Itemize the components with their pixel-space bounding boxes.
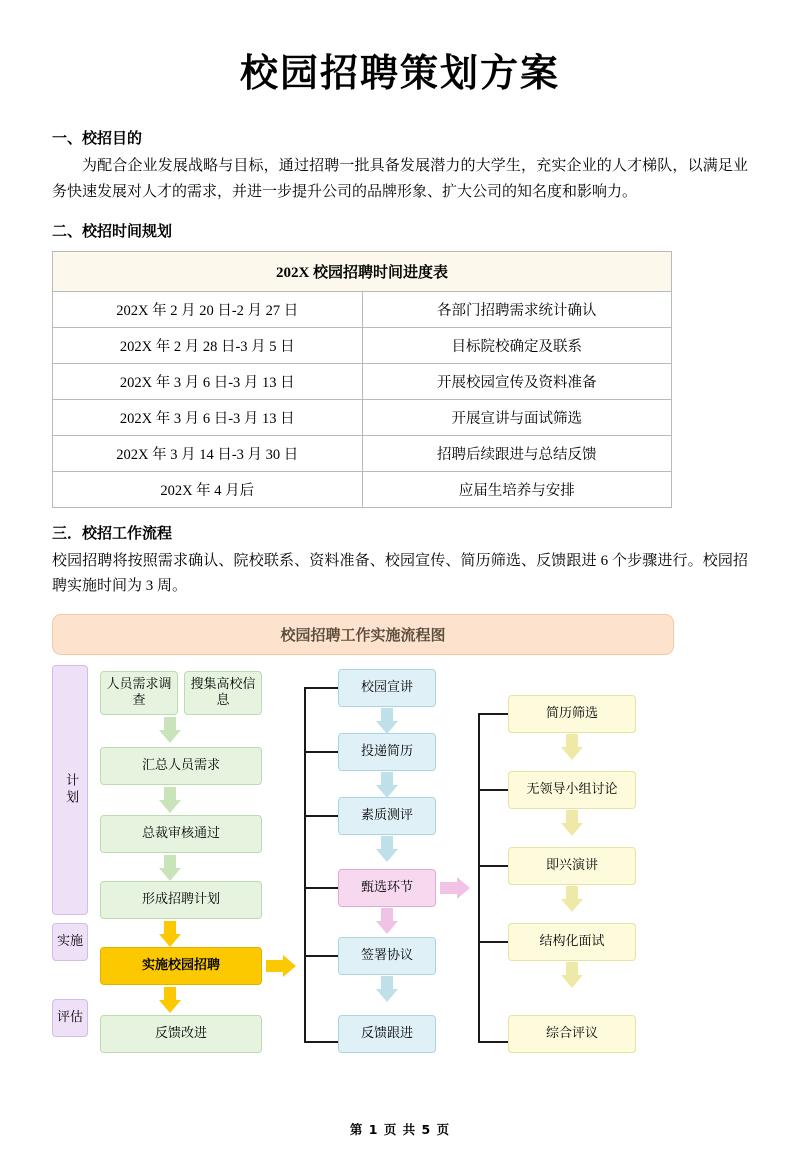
document-page: [0, 42, 800, 1152]
flow-node-selection-stage-label: 甄选环节: [360, 880, 413, 896]
flow-connector-horizontal: [478, 865, 508, 867]
cell-task: 目标院校确定及联系: [362, 327, 672, 363]
flow-node-selection-stage: [338, 869, 436, 907]
flow-arrow-down-icon: [159, 921, 181, 947]
flow-node-summarize-demand: [100, 747, 262, 785]
flow-arrow-down-icon: [159, 987, 181, 1013]
flow-connector-horizontal: [304, 751, 338, 753]
table-row: [53, 291, 672, 327]
flow-arrow-down-icon: [561, 810, 583, 836]
flow-arrow-down-icon: [159, 787, 181, 813]
section-paragraph-purpose: 为配合企业发展战略与目标，通过招聘一批具备发展潜力的大学生，充实企业的人才梯队，以满足业务快速发展对人才的需求，并进一步提升公司的品牌形象、扩大公司的知名度和影响力。: [52, 158, 748, 200]
flow-stage-evaluate: [52, 999, 88, 1037]
flow-connector-horizontal: [478, 713, 508, 715]
flow-node-campus-talk-label: 校园宣讲: [360, 680, 413, 696]
flow-node-campus-talk: [338, 669, 436, 707]
flow-node-ceo-approval-label: 总裁审核通过: [141, 826, 220, 842]
flow-stage-execute: [52, 923, 88, 961]
flow-node-quality-assessment-label: 素质测评: [360, 808, 413, 824]
cell-period: 202X 年 3 月 6 日-3 月 13 日: [53, 363, 363, 399]
flow-connector-horizontal: [478, 1041, 508, 1043]
flow-node-sign-agreement: [338, 937, 436, 975]
flow-node-leaderless-group-discussion: [508, 771, 636, 809]
table-header-row: [53, 251, 672, 291]
flow-connector-horizontal: [304, 955, 338, 957]
flow-connector-horizontal: [304, 687, 338, 689]
cell-task: 开展宣讲与面试筛选: [362, 399, 672, 435]
cell-task: 各部门招聘需求统计确认: [362, 291, 672, 327]
table-caption: 202X 校园招聘时间进度表: [53, 251, 672, 291]
flow-arrow-down-icon: [561, 734, 583, 760]
flow-node-quality-assessment: [338, 797, 436, 835]
flow-connector-vertical: [304, 687, 306, 1043]
flow-node-summarize-demand-label: 汇总人员需求: [141, 758, 220, 774]
flow-node-form-plan-label: 形成招聘计划: [141, 892, 220, 908]
cell-period: 202X 年 4 月后: [53, 471, 363, 507]
table-row: [53, 327, 672, 363]
cell-task: 应届生培养与安排: [362, 471, 672, 507]
flow-arrow-down-icon: [376, 976, 398, 1002]
flow-node-leaderless-group-discussion-label: 无领导小组讨论: [526, 782, 618, 798]
section-heading-process: 三．校招工作流程: [52, 523, 173, 542]
section-heading-schedule: 二、校招时间规划: [52, 221, 173, 240]
cell-period: 202X 年 2 月 28 日-3 月 5 日: [53, 327, 363, 363]
cell-period: 202X 年 3 月 14 日-3 月 30 日: [53, 435, 363, 471]
page-footer: 第 1 页 共 5 页: [349, 1122, 451, 1137]
flow-node-collect-school-info: [184, 671, 262, 715]
cell-task: 招聘后续跟进与总结反馈: [362, 435, 672, 471]
flowchart-title: 校园招聘工作实施流程图: [52, 614, 674, 655]
flow-node-sign-agreement-label: 签署协议: [360, 948, 413, 964]
flow-node-structured-interview: [508, 923, 636, 961]
flow-connector-horizontal: [304, 887, 338, 889]
flow-node-form-plan: [100, 881, 262, 919]
flow-stage-plan: [52, 665, 88, 915]
flow-node-demand-survey-label: 人员需求调查: [106, 676, 172, 709]
flow-node-implement-recruitment-label: 实施校园招聘: [141, 958, 220, 974]
flow-node-feedback-improve-label: 反馈改进: [154, 1026, 207, 1042]
flow-node-implement-recruitment: [100, 947, 262, 985]
flow-arrow-down-icon: [159, 855, 181, 881]
flow-node-feedback-follow-up-label: 反馈跟进: [360, 1026, 413, 1042]
flow-arrow-down-icon: [561, 886, 583, 912]
page-title: 校园招聘策划方案: [239, 51, 560, 95]
flow-arrow-right-icon: [266, 955, 296, 977]
flow-node-resume-screening: [508, 695, 636, 733]
flow-node-impromptu-speech: [508, 847, 636, 885]
flow-arrow-down-icon: [376, 772, 398, 798]
cell-period: 202X 年 2 月 20 日-2 月 27 日: [53, 291, 363, 327]
flow-arrow-down-icon: [376, 908, 398, 934]
cell-period: 202X 年 3 月 6 日-3 月 13 日: [53, 399, 363, 435]
flow-node-collect-school-info-label: 搜集高校信息: [190, 676, 256, 709]
flow-node-ceo-approval: [100, 815, 262, 853]
table-row: [53, 399, 672, 435]
schedule-table: [52, 251, 672, 508]
flow-node-submit-resume-label: 投递简历: [360, 744, 413, 760]
flow-node-submit-resume: [338, 733, 436, 771]
flow-node-impromptu-speech-label: 即兴演讲: [545, 858, 598, 874]
table-row: [53, 471, 672, 507]
flow-connector-horizontal: [304, 815, 338, 817]
table-row: [53, 435, 672, 471]
flow-connector-horizontal: [478, 941, 508, 943]
flow-arrow-down-icon: [159, 717, 181, 743]
flow-node-comprehensive-review-label: 综合评议: [545, 1026, 598, 1042]
flow-connector-vertical: [478, 713, 480, 1043]
flow-node-feedback-improve: [100, 1015, 262, 1053]
flow-arrow-down-icon: [561, 962, 583, 988]
flow-stage-plan-label: 计划: [63, 773, 79, 808]
flow-node-resume-screening-label: 简历筛选: [545, 706, 598, 722]
flow-connector-horizontal: [304, 1041, 338, 1043]
flow-node-demand-survey: [100, 671, 178, 715]
flow-node-structured-interview-label: 结构化面试: [539, 934, 605, 950]
flow-arrow-down-icon: [376, 708, 398, 734]
flow-arrow-right-icon: [440, 877, 470, 899]
flow-node-feedback-follow-up: [338, 1015, 436, 1053]
flow-arrow-down-icon: [376, 836, 398, 862]
flowchart: [52, 665, 692, 1055]
flow-stage-evaluate-label: 评估: [56, 1010, 83, 1026]
table-row: [53, 363, 672, 399]
flow-connector-horizontal: [478, 789, 508, 791]
section-paragraph-process: 校园招聘将按照需求确认、院校联系、资料准备、校园宣传、简历筛选、反馈跟进 6 个步骤进行。校园招聘实施时间为 3 周。: [52, 552, 748, 595]
cell-task: 开展校园宣传及资料准备: [362, 363, 672, 399]
flow-node-comprehensive-review: [508, 1015, 636, 1053]
section-heading-purpose: 一、校招目的: [52, 129, 143, 147]
flow-stage-execute-label: 实施: [56, 934, 83, 950]
